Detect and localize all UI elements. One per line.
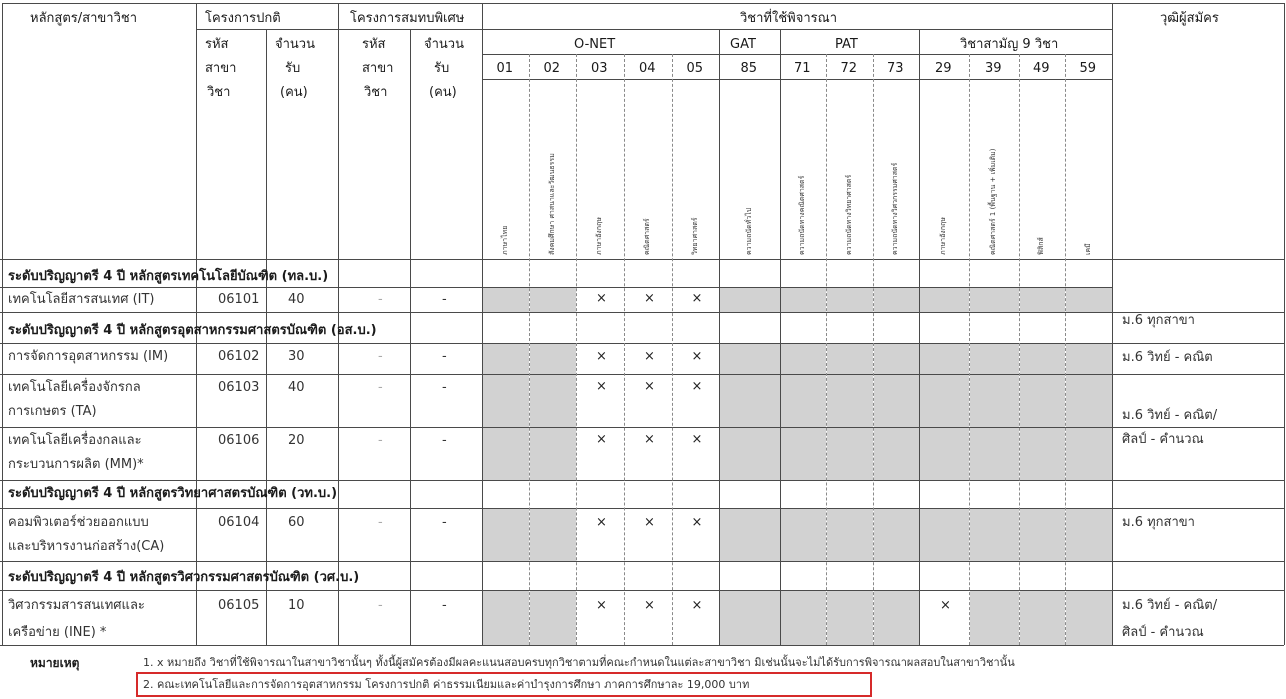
- mark-it-05: ×: [691, 291, 703, 306]
- gray-cell-ine-10: [970, 591, 1019, 645]
- gray-cell-ca-6: [781, 509, 826, 561]
- gray-cell-ta-1: [530, 375, 576, 427]
- gray-cell-ca-9: [920, 509, 969, 561]
- grid-hline-7: [0, 312, 1284, 313]
- row-ta-name-l2: การเกษตร (TA): [8, 404, 97, 419]
- gray-cell-it-9: [920, 288, 969, 312]
- grid-hline-2: [196, 29, 1112, 30]
- row-ta-mm-qualification-l2: ศิลป์ - คำนวณ: [1122, 432, 1204, 447]
- gray-cell-mm-7: [827, 428, 873, 480]
- gray-cell-ca-5: [720, 509, 780, 561]
- subject-code-59: 59: [1079, 61, 1097, 76]
- gray-cell-ta-7: [827, 375, 873, 427]
- subject-code-73: 73: [887, 61, 904, 76]
- gray-cell-ine-5: [720, 591, 780, 645]
- gray-cell-ta-6: [781, 375, 826, 427]
- row-it-special-code: -: [378, 292, 383, 307]
- subject-name-02: สังคมศึกษา ศาสนาและวัฒนธรรม: [547, 153, 556, 255]
- grid-hline-11: [0, 480, 1284, 481]
- row-mm-code: 06106: [218, 433, 260, 448]
- gray-cell-it-11: [1020, 288, 1065, 312]
- gray-cell-mm-9: [920, 428, 969, 480]
- row-it-name: เทคโนโลยีสารสนเทศ (IT): [8, 292, 155, 307]
- row-ine-name-l2: เครือข่าย (INE) *: [8, 625, 107, 640]
- subject-name-49: ฟิสิกส์: [1037, 237, 1045, 255]
- gray-cell-it-12: [1066, 288, 1112, 312]
- gray-cell-ca-7: [827, 509, 873, 561]
- row-im-special-count: -: [442, 349, 447, 364]
- header-qualification: วุฒิผู้สมัคร: [1160, 11, 1219, 26]
- gray-cell-ca-1: [530, 509, 576, 561]
- row-ca-count: 60: [288, 515, 305, 530]
- grid-hline-12: [0, 508, 1284, 509]
- mark-im-03: ×: [596, 349, 607, 364]
- row-im-qualification: ม.6 วิทย์ - คณิต: [1122, 350, 1213, 365]
- row-ta-special-count: -: [442, 380, 447, 395]
- gray-cell-ca-12: [1066, 509, 1112, 561]
- gray-cell-im-8: [874, 344, 919, 374]
- gray-cell-ca-10: [970, 509, 1019, 561]
- mark-ta-05: ×: [691, 379, 703, 394]
- grid-vline-6: [1112, 3, 1113, 645]
- grid-vline-5: [482, 3, 483, 645]
- gray-cell-mm-6: [781, 428, 826, 480]
- grid-subject-divider-9: [969, 54, 970, 645]
- row-im-count: 30: [288, 349, 305, 364]
- row-ine-name-l1: วิศวกรรมสารสนเทศและ: [8, 598, 145, 613]
- header-spcode-l3: วิชา: [364, 85, 388, 100]
- section-title-science: ระดับปริญญาตรี 4 ปี หลักสูตรวิทยาศาสตรบัณฑิต (วท.บ.): [8, 486, 338, 501]
- gray-cell-ta-12: [1066, 375, 1112, 427]
- gray-cell-ta-9: [920, 375, 969, 427]
- row-ine-special-code: -: [378, 598, 383, 613]
- header-code-l3: วิชา: [207, 85, 231, 100]
- subject-name-29: ภาษาอังกฤษ: [939, 217, 947, 255]
- gray-cell-ta-0: [483, 375, 529, 427]
- mark-it-03: ×: [596, 291, 607, 306]
- gray-cell-mm-1: [530, 428, 576, 480]
- grid-group-divider-2: [919, 29, 920, 54]
- grid-subject-divider-3: [672, 54, 673, 645]
- header-onet: O-NET: [574, 37, 616, 52]
- mark-im-04: ×: [644, 349, 655, 364]
- mark-im-05: ×: [691, 349, 703, 364]
- section-title-engineering: ระดับปริญญาตรี 4 ปี หลักสูตรวิศวกรรมศาสตรบัณฑิต (วศ.บ.): [8, 570, 360, 585]
- grid-vline-4: [410, 29, 411, 645]
- note-1: 1. x หมายถึง วิชาที่ใช้พิจารณาในสาขาวิชานั้นๆ ทั้งนี้ผู้สมัครต้องมีผลคะแนนสอบครบทุกวิชาตามที่คณะกำหนดในแต่ละสาขาวิชา มิเช่นนั้นจะไม่ได้รับการพิจารณาผลสอบในสาขาวิชานั้น: [143, 656, 1015, 669]
- grid-subject-divider-7: [873, 54, 874, 645]
- header-subjects: วิชาที่ใช้พิจารณา: [740, 11, 837, 26]
- grid-hline-8: [0, 343, 1284, 344]
- gray-cell-im-9: [920, 344, 969, 374]
- gray-cell-it-6: [781, 288, 826, 312]
- header-spcount-l3: (คน): [429, 85, 457, 100]
- row-mm-name-l1: เทคโนโลยีเครื่องกลและ: [8, 433, 142, 448]
- row-it-code: 06101: [218, 292, 260, 307]
- gray-cell-im-5: [720, 344, 780, 374]
- mark-mm-04: ×: [644, 432, 655, 447]
- row-ca-name-l1: คอมพิวเตอร์ช่วยออกแบบ: [8, 515, 149, 530]
- gray-cell-ine-12: [1066, 591, 1112, 645]
- subject-code-85: 85: [740, 61, 758, 76]
- mark-mm-05: ×: [691, 432, 703, 447]
- header-spcount-l2: รับ: [434, 61, 450, 76]
- row-ine-qualification-l1: ม.6 วิทย์ - คณิต/: [1122, 598, 1218, 613]
- subject-code-39: 39: [985, 61, 1002, 76]
- grid-hline-0: [2, 3, 1112, 4]
- note-2: 2. คณะเทคโนโลยีและการจัดการอุตสาหกรรม โครงการปกติ ค่าธรรมเนียมและค่าบำรุงการศึกษา ภาคการศึกษาละ 19,000 บาท: [143, 678, 750, 691]
- grid-subject-divider-0: [529, 54, 530, 645]
- mark-mm-03: ×: [596, 432, 607, 447]
- row-mm-special-code: -: [378, 433, 383, 448]
- grid-hline-6: [0, 287, 1112, 288]
- header-spcode-l2: สาขา: [362, 61, 394, 76]
- mark-ca-05: ×: [691, 515, 703, 530]
- row-it-special-count: -: [442, 292, 447, 307]
- mark-ca-03: ×: [596, 515, 607, 530]
- row-ca-special-code: -: [378, 515, 383, 530]
- gray-cell-im-12: [1066, 344, 1112, 374]
- mark-ta-03: ×: [596, 379, 607, 394]
- gray-cell-im-0: [483, 344, 529, 374]
- row-im-code: 06102: [218, 349, 260, 364]
- subject-code-02: 02: [543, 61, 561, 76]
- gray-cell-mm-12: [1066, 428, 1112, 480]
- row-mm-count: 20: [288, 433, 305, 448]
- gray-cell-mm-0: [483, 428, 529, 480]
- row-ine-qualification-l2: ศิลป์ - คำนวณ: [1122, 625, 1204, 640]
- grid-subject-divider-1: [576, 54, 577, 645]
- row-it-count: 40: [288, 292, 305, 307]
- row-ca-name-l2: และบริหารงานก่อสร้าง(CA): [8, 539, 165, 554]
- grid-hline-15: [0, 645, 1284, 646]
- row-ca-special-count: -: [442, 515, 447, 530]
- grid-group-divider-0: [719, 29, 720, 54]
- header-regular: โครงการปกติ: [205, 11, 281, 26]
- row-ine-code: 06105: [218, 598, 260, 613]
- row-ta-special-code: -: [378, 380, 383, 395]
- row-mm-name-l2: กระบวนการผลิต (MM)*: [8, 457, 144, 472]
- grid-group-divider-1: [780, 29, 781, 54]
- section-title-technology: ระดับปริญญาตรี 4 ปี หลักสูตรเทคโนโลยีบัณฑิต (ทล.บ.): [8, 269, 329, 284]
- subject-code-72: 72: [840, 61, 858, 76]
- gray-cell-im-11: [1020, 344, 1065, 374]
- subject-name-01: ภาษาไทย: [500, 225, 509, 255]
- mark-ine-03: ×: [596, 598, 607, 613]
- grid-hline-5: [0, 259, 1284, 260]
- subject-name-71: ความถนัดทางคณิตศาสตร์: [798, 175, 806, 255]
- gray-cell-im-6: [781, 344, 826, 374]
- gray-cell-it-1: [530, 288, 576, 312]
- mark-ta-04: ×: [644, 379, 655, 394]
- row-ta-mm-qualification-l1: ม.6 วิทย์ - คณิต/: [1122, 408, 1218, 423]
- subject-code-29: 29: [935, 61, 952, 76]
- row-ine-count: 10: [288, 598, 305, 613]
- header-count-l3: (คน): [280, 85, 308, 100]
- gray-cell-im-7: [827, 344, 873, 374]
- mark-ca-04: ×: [644, 515, 655, 530]
- grid-vline-7: [1284, 3, 1285, 645]
- subject-code-04: 04: [639, 61, 656, 76]
- gray-cell-ta-11: [1020, 375, 1065, 427]
- grid-subject-divider-4: [719, 54, 720, 645]
- header-nine-subjects: วิชาสามัญ 9 วิชา: [960, 37, 1059, 52]
- header-special: โครงการสมทบพิเศษ: [350, 11, 465, 26]
- subject-name-73: ความถนัดทางวิศวกรรมศาสตร์: [891, 162, 899, 255]
- grid-subject-divider-11: [1065, 54, 1066, 645]
- grid-vline-0: [2, 3, 3, 645]
- subject-name-39: คณิตศาสตร์ 1 (พื้นฐาน + เพิ่มเติม): [989, 148, 997, 255]
- header-code-l1: รหัส: [205, 37, 229, 52]
- subject-name-59: เคมี: [1083, 243, 1092, 255]
- header-count-l1: จำนวน: [275, 37, 315, 52]
- mark-ine-29: ×: [940, 598, 951, 613]
- gray-cell-ta-8: [874, 375, 919, 427]
- subject-name-03: ภาษาอังกฤษ: [595, 217, 603, 255]
- grid-subject-divider-2: [624, 54, 625, 645]
- gray-cell-mm-8: [874, 428, 919, 480]
- header-spcode-l1: รหัส: [362, 37, 386, 52]
- gray-cell-ine-8: [874, 591, 919, 645]
- subject-name-72: ความถนัดทางวิทยาศาสตร์: [844, 174, 853, 255]
- gray-cell-mm-10: [970, 428, 1019, 480]
- subject-name-05: วิทยาศาสตร์: [690, 217, 699, 255]
- gray-cell-ta-5: [720, 375, 780, 427]
- gray-cell-it-5: [720, 288, 780, 312]
- grid-hline-14: [0, 590, 1284, 591]
- subject-code-03: 03: [591, 61, 608, 76]
- gray-cell-ine-7: [827, 591, 873, 645]
- gray-cell-ine-0: [483, 591, 529, 645]
- row-ine-special-count: -: [442, 598, 447, 613]
- mark-ine-05: ×: [691, 598, 703, 613]
- subject-code-05: 05: [686, 61, 704, 76]
- subject-code-01: 01: [496, 61, 514, 76]
- grid-subject-divider-10: [1019, 54, 1020, 645]
- gray-cell-it-10: [970, 288, 1019, 312]
- mark-ine-04: ×: [644, 598, 655, 613]
- row-im-special-code: -: [378, 349, 383, 364]
- gray-cell-im-10: [970, 344, 1019, 374]
- grid-hline-10: [0, 427, 1284, 428]
- row-ta-count: 40: [288, 380, 305, 395]
- gray-cell-im-1: [530, 344, 576, 374]
- gray-cell-ine-11: [1020, 591, 1065, 645]
- subject-code-71: 71: [794, 61, 811, 76]
- notes-label: หมายเหตุ: [30, 656, 80, 670]
- grid-subject-divider-5: [780, 54, 781, 645]
- subject-code-49: 49: [1033, 61, 1050, 76]
- row-im-name: การจัดการอุตสาหกรรม (IM): [8, 349, 169, 364]
- subject-name-04: คณิตศาสตร์: [643, 218, 651, 255]
- row-it-qualification: ม.6 ทุกสาขา: [1122, 313, 1195, 328]
- gray-cell-ine-6: [781, 591, 826, 645]
- gray-cell-ca-11: [1020, 509, 1065, 561]
- gray-cell-ca-0: [483, 509, 529, 561]
- header-count-l2: รับ: [285, 61, 301, 76]
- grid-hline-13: [0, 561, 1284, 562]
- row-ta-name-l1: เทคโนโลยีเครื่องจักรกล: [8, 380, 141, 395]
- grid-hline-9: [0, 374, 1284, 375]
- gray-cell-ca-8: [874, 509, 919, 561]
- row-ta-code: 06103: [218, 380, 260, 395]
- grid-subject-divider-8: [919, 54, 920, 645]
- gray-cell-mm-11: [1020, 428, 1065, 480]
- header-pat: PAT: [835, 37, 858, 52]
- row-mm-special-count: -: [442, 433, 447, 448]
- row-ca-code: 06104: [218, 515, 260, 530]
- gray-cell-ine-1: [530, 591, 576, 645]
- mark-it-04: ×: [644, 291, 655, 306]
- gray-cell-it-7: [827, 288, 873, 312]
- header-gat: GAT: [730, 37, 756, 52]
- gray-cell-mm-5: [720, 428, 780, 480]
- grid-hline-1: [1112, 3, 1284, 4]
- gray-cell-it-0: [483, 288, 529, 312]
- gray-cell-it-8: [874, 288, 919, 312]
- row-ca-qualification: ม.6 ทุกสาขา: [1122, 515, 1195, 530]
- gray-cell-ta-10: [970, 375, 1019, 427]
- section-title-industrial: ระดับปริญญาตรี 4 ปี หลักสูตรอุตสาหกรรมศาสตรบัณฑิต (อส.บ.): [8, 323, 377, 338]
- header-code-l2: สาขา: [205, 61, 237, 76]
- subject-name-85: ความถนัดทั่วไป: [744, 207, 753, 255]
- header-program: หลักสูตร/สาขาวิชา: [30, 11, 137, 26]
- header-spcount-l1: จำนวน: [424, 37, 464, 52]
- grid-subject-divider-6: [826, 54, 827, 645]
